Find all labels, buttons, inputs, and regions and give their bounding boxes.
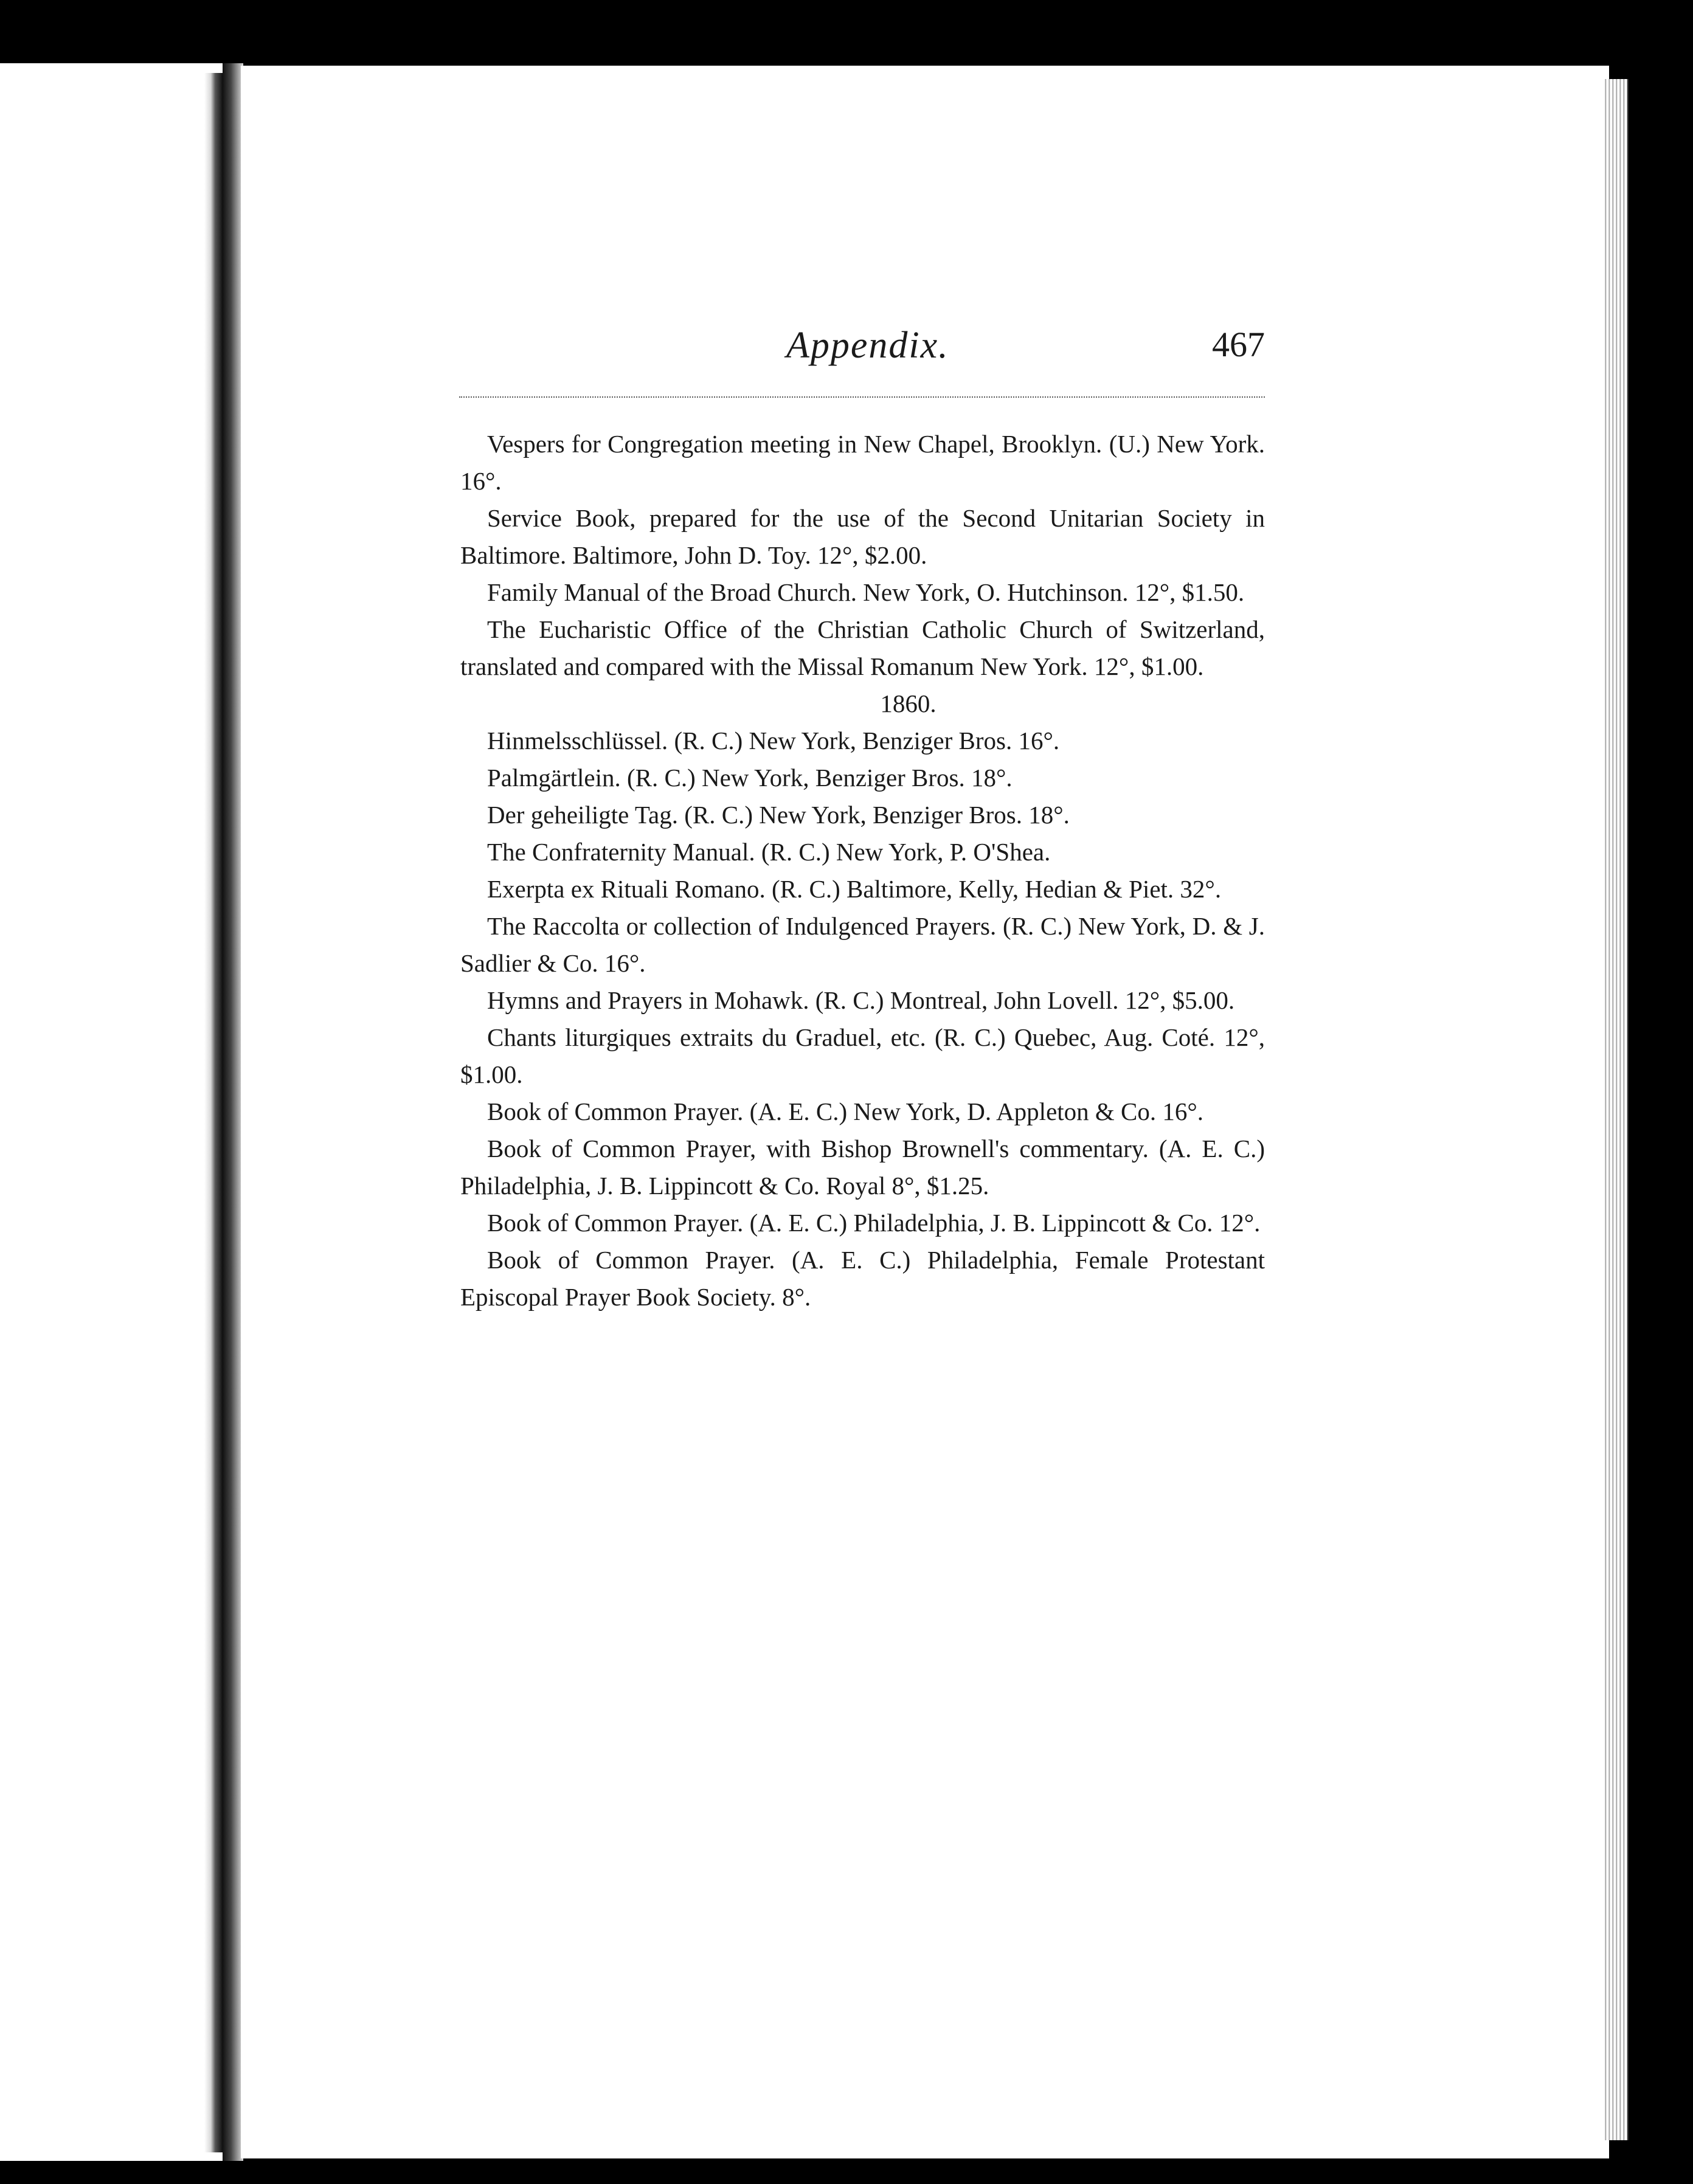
facing-page-edge bbox=[204, 73, 223, 2152]
page-title: Appendix. bbox=[786, 325, 949, 366]
list-item: Exerpta ex Rituali Romano. (R. C.) Baltimore, Kelly, Hedian & Piet. 32°. bbox=[487, 875, 1222, 903]
list-item: Family Manual of the Broad Church. New York, O. Hutchinson. 12°, $1.50. bbox=[487, 578, 1245, 606]
page-stack-edge bbox=[1603, 79, 1629, 2140]
page-number: 467 bbox=[1212, 325, 1265, 364]
list-item: The Raccolta or collection of Indulgenced Prayers. (R. C.) New York, D. & J. Sadlier & Co. 16°. bbox=[460, 912, 1265, 977]
list-item: Book of Common Prayer, with Bishop Brownell's commentary. (A. E. C.) Philadelphia, J. B. Lippincott & Co. Royal 8°, $1.25. bbox=[460, 1135, 1265, 1200]
facing-page bbox=[0, 63, 223, 2161]
list-item: Der geheiligte Tag. (R. C.) New York, Benziger Bros. 18°. bbox=[487, 801, 1070, 829]
bibliography-list bbox=[460, 426, 1265, 1316]
list-item: The Confraternity Manual. (R. C.) New York, P. O'Shea. bbox=[487, 838, 1051, 866]
list-item: Service Book, prepared for the use of the Second Unitarian Society in Baltimore. Baltimore, John D. Toy. 12°, $2.00. bbox=[460, 504, 1265, 569]
book-gutter bbox=[223, 63, 243, 2161]
list-item: Hinmelsschlüssel. (R. C.) New York, Benziger Bros. 16°. bbox=[487, 727, 1060, 755]
running-head bbox=[459, 324, 1265, 379]
list-item: Hymns and Prayers in Mohawk. (R. C.) Montreal, John Lovell. 12°, $5.00. bbox=[487, 986, 1235, 1014]
list-item: Book of Common Prayer. (A. E. C.) Philadelphia, Female Protestant Episcopal Prayer Book Society. 8°. bbox=[460, 1246, 1265, 1311]
list-item: Palmgärtlein. (R. C.) New York, Benziger Bros. 18°. bbox=[487, 764, 1013, 792]
list-item: Book of Common Prayer. (A. E. C.) Philadelphia, J. B. Lippincott & Co. 12°. bbox=[487, 1209, 1261, 1237]
header-rule bbox=[459, 396, 1265, 398]
list-item: Chants liturgiques extraits du Graduel, etc. (R. C.) Quebec, Aug. Coté. 12°, $1.00. bbox=[460, 1023, 1265, 1088]
list-item: Vespers for Congregation meeting in New Chapel, Brooklyn. (U.) New York. 16°. bbox=[460, 430, 1265, 495]
year-heading: 1860. bbox=[880, 689, 937, 717]
list-item: The Eucharistic Office of the Christian Catholic Church of Switzerland, translated and compared with the Missal Romanum New York. 12°, $1.00. bbox=[460, 615, 1265, 680]
list-item: Book of Common Prayer. (A. E. C.) New York, D. Appleton & Co. 16°. bbox=[487, 1097, 1204, 1125]
